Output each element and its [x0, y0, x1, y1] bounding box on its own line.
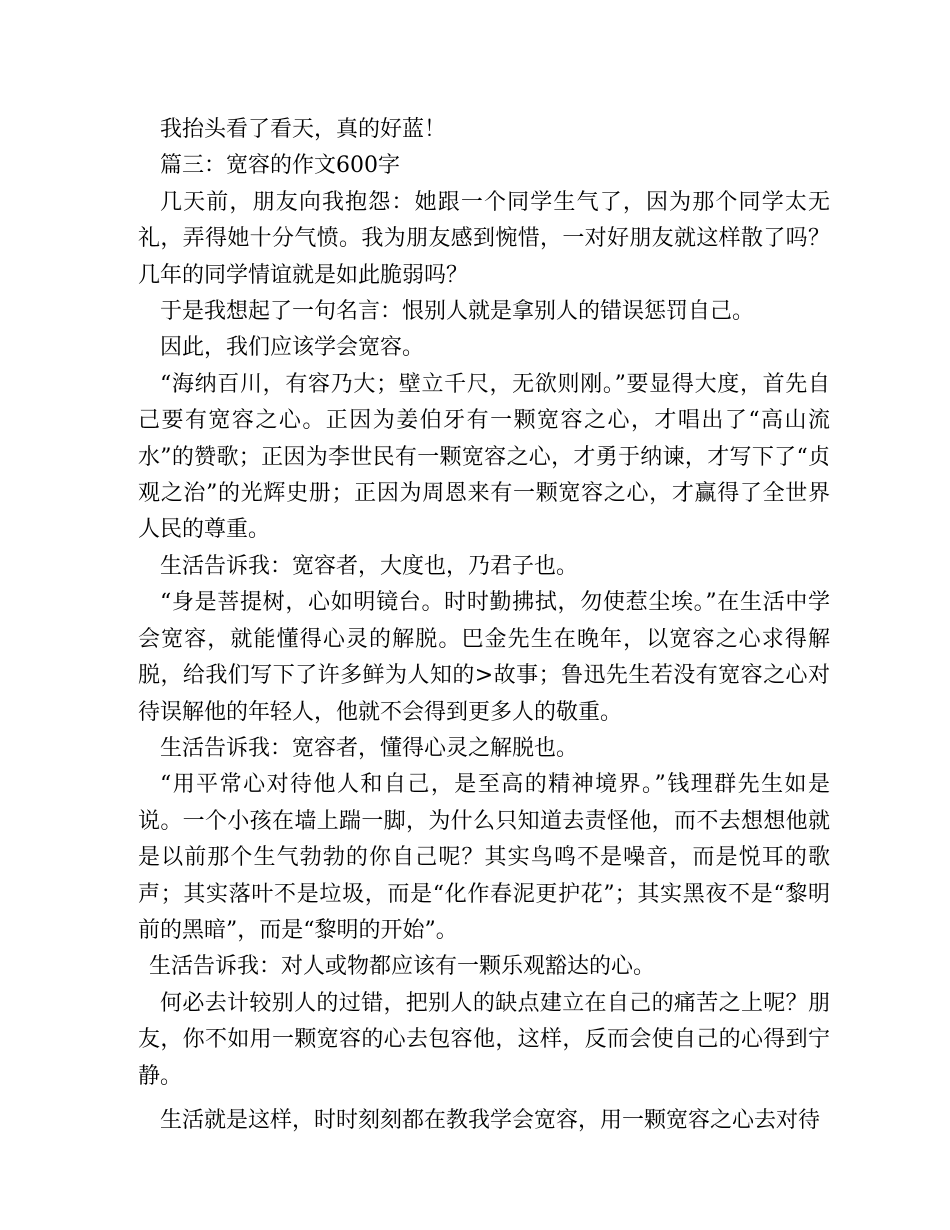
paragraph-sky: 我抬头看了看天，真的好蓝！ [160, 117, 447, 142]
paragraph-life-tells-2: 生活告诉我：宽容者，懂得心灵之解脱也。 [160, 735, 579, 761]
paragraph-therefore: 因此，我们应该学会宽容。 [160, 335, 425, 361]
paragraph-magnanimity: “海纳百川，有容乃大；壁立千尺，无欲则刚。”要显得大度，首先自己要有宽容之心。正因为姜伯牙有一颗宽容之心，才唱出了“高山流水”的赞歌；正因为李世民有一颗宽容之心，才勇于纳谏，才写下了“贞观之治”的光辉史册；正因为周恩来有一颗宽容之心，才赢得了全世界人民的尊重。 [138, 371, 830, 543]
paragraph-bodhi: “身是菩提树，心如明镜台。时时勤拂拭，勿使惹尘埃。”在生活中学会宽容，就能懂得心灵的解脱。巴金先生在晚年，以宽容之心求得解脱，给我们写下了许多鲜为人知的>故事；鲁迅先生若没有宽容之心对待误解他的年轻人，他就不会得到更多人的敬重。 [138, 590, 830, 725]
paragraph-friend-complaint: 几天前，朋友向我抱怨：她跟一个同学生气了，因为那个同学太无礼，弄得她十分气愤。我为朋友感到惋惜，一对好朋友就这样散了吗？几年的同学情谊就是如此脆弱吗？ [138, 189, 830, 288]
paragraph-life-is-like-this: 生活就是这样，时时刻刻都在教我学会宽容，用一颗宽容之心去对待 [160, 1107, 821, 1133]
paragraph-ordinary-heart: “用平常心对待他人和自己，是至高的精神境界。”钱理群先生如是说。一个小孩在墙上踹一脚，为什么只知道去责怪他，而不去想想他就是以前那个生气勃勃的你自己呢？其实鸟鸣不是噪音，而是悦耳的歌声；其实落叶不是垃圾，而是“化作春泥更护花”；其实黑夜不是“黎明前的黑暗”，而是“黎明的开始”。 [138, 772, 830, 943]
paragraph-why-bother: 何必去计较别人的过错，把别人的缺点建立在自己的痛苦之上呢？朋友，你不如用一颗宽容的心去包容他，这样，反而会使自己的心得到宁静。 [138, 990, 830, 1089]
paragraph-life-tells-3: 生活告诉我：对人或物都应该有一颗乐观豁达的心。 [149, 954, 656, 980]
paragraph-quote: 于是我想起了一句名言：恨别人就是拿别人的错误惩罚自己。 [160, 299, 755, 325]
paragraph-life-tells-1: 生活告诉我：宽容者，大度也，乃君子也。 [160, 553, 579, 579]
section-heading: 篇三：宽容的作文600字 [160, 153, 400, 179]
document-page [138, 112, 830, 1139]
